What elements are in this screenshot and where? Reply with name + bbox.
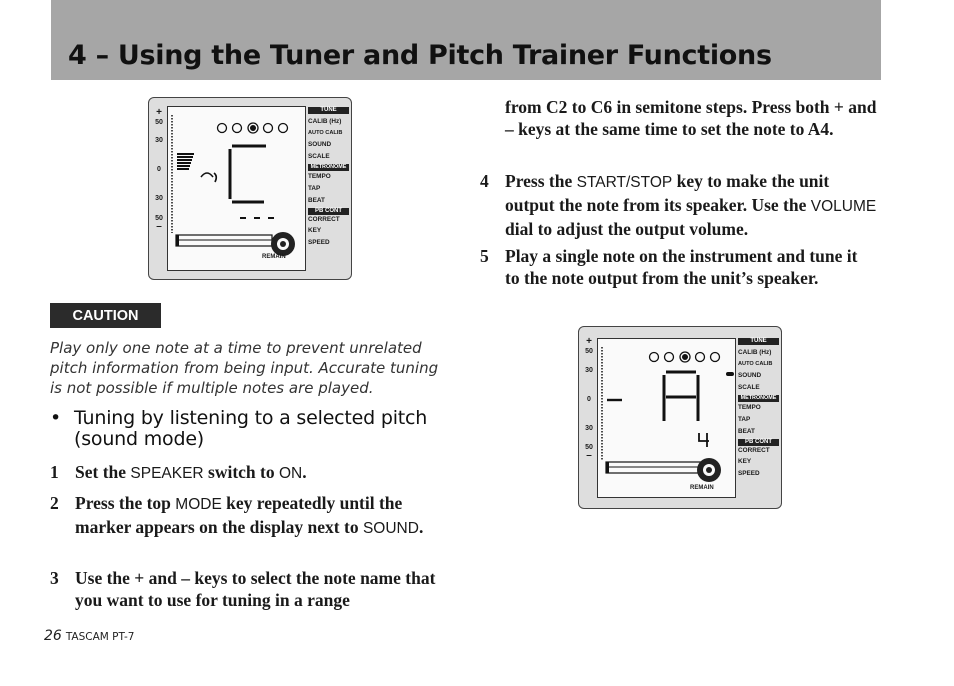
remain-label: REMAIN bbox=[690, 485, 714, 491]
cent-scale-0: 0 bbox=[587, 396, 591, 403]
step-number: 5 bbox=[480, 246, 489, 266]
metronome-header: METRONOME bbox=[738, 395, 779, 402]
caution-text: Play only one note at a time to prevent unrelated pitch information from being input. Accurate tuning is not possible if multiple notes are played. bbox=[50, 339, 439, 397]
page-footer bbox=[44, 628, 134, 644]
cent-scale-30-bottom: 30 bbox=[155, 195, 163, 202]
tune-header: TUNE bbox=[738, 338, 779, 345]
step-text: Press the START/STOP key to make the unit output the note from its speaker. Use the VOLUME dial to adjust the output volume. bbox=[505, 171, 877, 239]
menu-scale: SCALE bbox=[308, 153, 330, 160]
control-name: MODE bbox=[175, 496, 222, 513]
lcd-screen bbox=[597, 338, 736, 498]
menu-calib: CALIB (Hz) bbox=[308, 118, 342, 125]
menu-tap: TAP bbox=[308, 185, 321, 192]
step-number: 4 bbox=[480, 171, 489, 191]
cent-scale-plus: + bbox=[156, 107, 162, 118]
step-text: Press the top MODE key repeatedly until the marker appears on the display next to SOUND. bbox=[75, 493, 424, 537]
control-name: ON bbox=[278, 465, 303, 482]
lcd-segments bbox=[598, 339, 735, 497]
menu-beat: BEAT bbox=[308, 197, 325, 204]
page-number: 26 bbox=[44, 628, 62, 644]
caution-badge: CAUTION bbox=[50, 303, 161, 328]
step-text: Use the + and – keys to select the note name that you want to use for tuning in a range bbox=[75, 568, 436, 610]
cent-scale-plus: + bbox=[586, 336, 592, 347]
control-name: SPEAKER bbox=[130, 465, 204, 482]
menu-correct: CORRECT bbox=[308, 216, 340, 223]
step-text: Play a single note on the instrument and tune it to the note output from the unit’s speaker. bbox=[505, 246, 858, 288]
remain-label: REMAIN bbox=[262, 254, 286, 260]
mode-menu bbox=[738, 338, 779, 480]
menu-tap: TAP bbox=[738, 416, 751, 423]
cent-scale-minus: – bbox=[586, 450, 592, 461]
lcd-segments bbox=[168, 107, 305, 270]
step-number: 3 bbox=[50, 568, 59, 588]
product-name: TASCAM PT-7 bbox=[65, 631, 135, 643]
metronome-header: METRONOME bbox=[308, 164, 349, 171]
cent-scale-50-bottom: 50 bbox=[155, 215, 163, 222]
bullet-marker: • bbox=[50, 407, 62, 429]
step-text: Set the SPEAKER switch to ON. bbox=[75, 462, 307, 482]
menu-speed: SPEED bbox=[308, 239, 330, 246]
step-number: 1 bbox=[50, 462, 59, 482]
cent-scale-50-top: 50 bbox=[155, 119, 163, 126]
cent-scale-50-top: 50 bbox=[585, 348, 593, 355]
cent-scale-30-top: 30 bbox=[585, 367, 593, 374]
chapter-title: 4 – Using the Tuner and Pitch Trainer Functions bbox=[68, 40, 772, 71]
menu-beat: BEAT bbox=[738, 428, 755, 435]
menu-key: KEY bbox=[308, 227, 322, 234]
cent-scale-50-bottom: 50 bbox=[585, 444, 593, 451]
menu-correct: CORRECT bbox=[738, 447, 770, 454]
lcd-figure-tuner-c bbox=[148, 97, 352, 280]
pb-cont-header: PB CONT bbox=[308, 208, 349, 215]
section-heading-text: Tuning by listening to a selected pitch (sound mode) bbox=[74, 407, 428, 450]
step-text: from C2 to C6 in semitone steps. Press both + and – keys at the same time to set the note to A4. bbox=[505, 97, 877, 139]
menu-tempo: TEMPO bbox=[738, 404, 761, 411]
chapter-header bbox=[51, 0, 881, 80]
menu-key: KEY bbox=[738, 458, 752, 465]
tune-header: TUNE bbox=[308, 107, 349, 114]
cent-scale-30-top: 30 bbox=[155, 137, 163, 144]
cent-scale-minus: – bbox=[156, 221, 162, 232]
menu-speed: SPEED bbox=[738, 470, 760, 477]
menu-tempo: TEMPO bbox=[308, 173, 331, 180]
cent-scale-0: 0 bbox=[157, 166, 161, 173]
step-number: 2 bbox=[50, 493, 59, 513]
control-name: VOLUME bbox=[810, 198, 877, 215]
menu-scale: SCALE bbox=[738, 384, 760, 391]
menu-auto-calib: AUTO CALIB bbox=[738, 361, 773, 367]
menu-sound: SOUND bbox=[308, 141, 332, 148]
control-name: SOUND bbox=[362, 520, 419, 537]
menu-calib: CALIB (Hz) bbox=[738, 349, 772, 356]
mode-menu bbox=[308, 107, 349, 249]
lcd-figure-sound-a4 bbox=[578, 326, 782, 509]
lcd-screen bbox=[167, 106, 306, 271]
cent-scale-30-bottom: 30 bbox=[585, 425, 593, 432]
menu-auto-calib: AUTO CALIB bbox=[308, 130, 343, 136]
control-name: START/STOP bbox=[576, 174, 673, 191]
menu-sound: SOUND bbox=[738, 372, 762, 379]
pb-cont-header: PB CONT bbox=[738, 439, 779, 446]
